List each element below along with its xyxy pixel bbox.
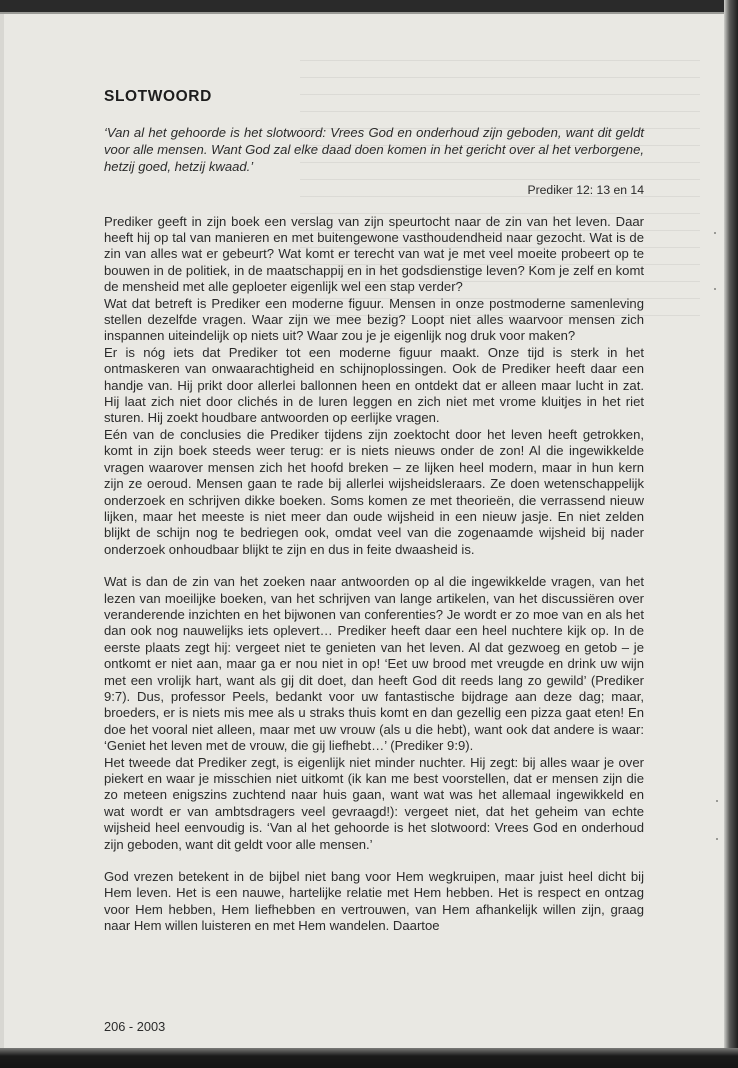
scan-speck: [716, 838, 718, 840]
scan-speck: [716, 800, 718, 802]
scan-speck: [714, 288, 716, 290]
paragraph: Wat is dan de zin van het zoeken naar antwoorden op al die ingewikkelde vragen, van het lezen van moeilijke boeken, van het schrijven van lange artikelen, van het discussiëren over veranderende inzichten en het bijwonen van conferenties? Je wordt er zo moe van en als het dan ook nog nauwelijks iets oplevert… Prediker heeft daar een heel nuchtere kijk op. In de eerste plaats zegt hij: vergeet niet te genieten van het leven. Al dat gezwoeg en getob – je ontkomt er niet aan, maar ga er nou niet in op! ‘Eet uw brood met vreugde en drink uw wijn met een vrolijk hart, want als gij dit doet, dan heeft God dit reeds lang zo gewild’ (Prediker 9:7). Dus, professor Peels, bedankt voor uw fantastische bijdrage aan deze dag; maar, broeders, er is niets mis mee als u straks thuis komt en dan gezellig een pizza gaat eten! En doe het vooral niet alleen, maar met uw vrouw (als u die hebt), want ook dat andere is waar: ‘Geniet het leven met de vrouw, die gij liefhebt…’ (Prediker 9:9).: [104, 574, 644, 754]
epigraph-reference: Prediker 12: 13 en 14: [527, 182, 644, 197]
paragraph: Wat dat betreft is Prediker een moderne figuur. Mensen in onze postmoderne samenleving stellen dezelfde vragen. Waar zijn we mee bezig? Loopt niet alles waarvoor mensen zich inspannen uiteindelijk op niets uit? Waar zou je je eigenlijk nog druk voor maken?: [104, 295, 644, 344]
body-text: [104, 214, 644, 935]
paragraph: Eén van de conclusies die Prediker tijdens zijn zoektocht door het leven heeft getrokken, komt in zijn boek steeds weer terug: er is niets nieuws onder de zon! Al die ingewikkelde vragen waarover mensen zich het hoofd breken – ze lijken heel modern, maar in hun kern zijn ze oeroud. Mensen gaan te rade bij allerlei wijsheidsleraars. Ze doen wetenschappelijk onderzoek en schrijven dikke boeken. Soms komen ze met theorieën, die verrassend nieuw lijken, maar het meeste is niet meer dan oude wijsheid in een nieuw jasje. En niet zelden blijkt de schijn nog te bedriegen ook, omdat veel van die zogenaamde wijsheid bij nader onderzoek onhoudbaar blijkt te zijn en dus in feite dwaasheid is.: [104, 426, 644, 557]
page-title: SLOTWOORD: [104, 88, 212, 105]
document-page: [104, 88, 644, 935]
paragraph: God vrezen betekent in de bijbel niet bang voor Hem wegkruipen, maar juist heel dicht bij Hem leven. Het is een nauwe, hartelijke relatie met Hem hebben. Het is respect en ontzag voor Hem hebben, Hem liefhebben en vertrouwen, van Hem afhankelijk willen zijn, graag naar Hem willen luisteren en met Hem wandelen. Daartoe: [104, 869, 644, 934]
scan-top-edge: [0, 0, 738, 12]
scan-top-edge-highlight: [0, 12, 738, 14]
page-number: 206 - 2003: [104, 1019, 166, 1034]
scan-speck: [714, 232, 716, 234]
scan-left-edge: [0, 14, 4, 1048]
scan-bottom-edge: [0, 1048, 738, 1068]
epigraph-quote: ‘Van al het gehoorde is het slotwoord: Vrees God en onderhoud zijn geboden, want dit geldt voor alle mensen. Want God zal elke daad doen komen in het gericht over al het verborgene, hetzij goed, hetzij kwaad.’: [104, 125, 644, 175]
paragraph: Het tweede dat Prediker zegt, is eigenlijk niet minder nuchter. Hij zegt: bij alles waar je over piekert en waar je misschien niet uitkomt (ik kan me best voorstellen, dat er mensen zijn die zo meteen enigszins zuchtend naar huis gaan, want wat was het allemaal ingewikkeld en wat wordt er van ambtsdragers veel gevraagd!): vergeet niet, dat het geheim van echte wijsheid heel eenvoudig is. ‘Van al het gehoorde is het slotwoord: Vrees God en onderhoud zijn geboden, want dit geldt voor alle mensen.’: [104, 754, 644, 852]
scan-right-edge: [724, 0, 738, 1068]
paragraph: Er is nóg iets dat Prediker tot een moderne figuur maakt. Onze tijd is sterk in het ontmaskeren van onwaarachtigheid en schijnoplossingen. Ook de Prediker heeft daar een handje van. Hij prikt door allerlei ballonnen heen en ontdekt dat er alleen maar lucht in zat. Hij laat zich niet door clichés in de luren leggen en zich niet met vrome kluitjes in het riet sturen. Hij zoekt houdbare antwoorden op eerlijke vragen.: [104, 344, 644, 426]
paragraph: Prediker geeft in zijn boek een verslag van zijn speurtocht naar de zin van het leven. Daar heeft hij op tal van manieren en met buitengewone vasthoudendheid naar gezocht. Wat is de zin van alles wat er gebeurt? Wat komt er terecht van wat je met veel moeite probeert op te bouwen in de politiek, in de maatschappij en in het godsdienstige leven? Kom je zelf en komt de mensheid met alle geploeter eigenlijk wel een stap verder?: [104, 213, 644, 295]
